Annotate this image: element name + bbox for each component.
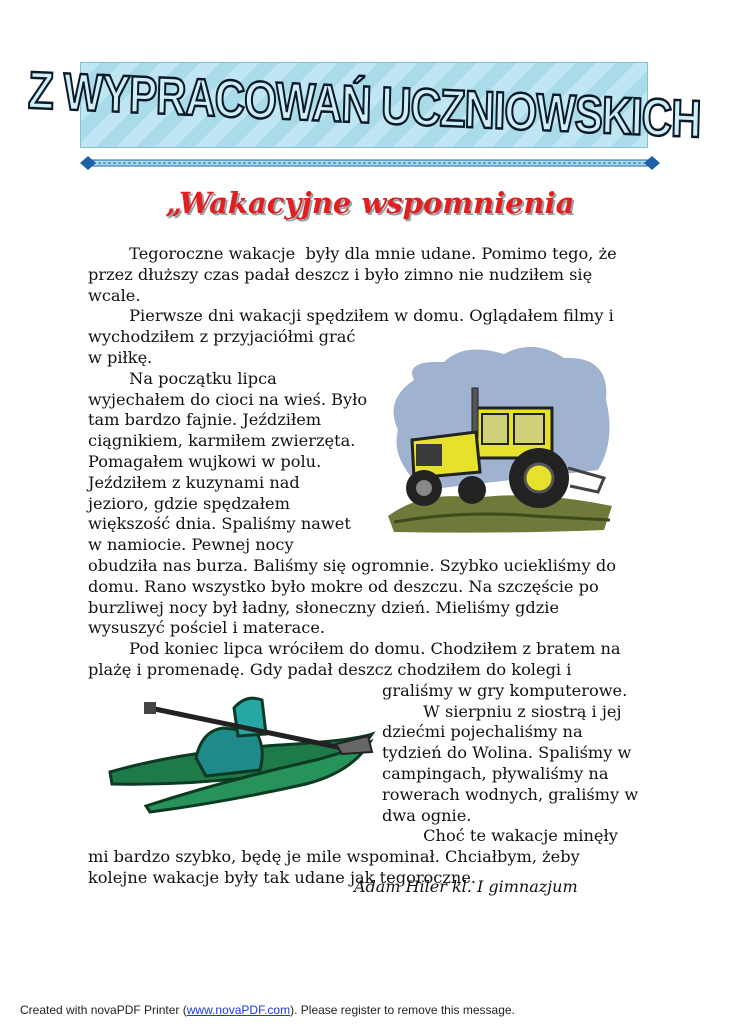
text-line: kolejne wakacje były tak udane jak tegoroczne. bbox=[88, 868, 477, 887]
text-line: domu. Rano wszystko było mokre od deszczu. Na szczęście po bbox=[88, 576, 599, 596]
text-line: Pierwsze dni wakacji spędziłem w domu. Oglądałem filmy i bbox=[88, 306, 614, 326]
text-line: wyjechałem do cioci na wieś. Było bbox=[88, 389, 368, 409]
decorative-divider bbox=[80, 154, 660, 172]
text-line: mi bardzo szybko, będę je mile wspominał. Chciałbym, żeby bbox=[88, 847, 580, 867]
text-line: Jeździłem z kuzynami nad bbox=[88, 472, 300, 492]
tractor-illustration bbox=[384, 340, 616, 534]
text-line: tam bardzo fajnie. Jeździłem bbox=[88, 410, 322, 430]
header-banner bbox=[27, 60, 701, 149]
text-line: Choć te wakacje minęły bbox=[382, 826, 618, 846]
author-signature: Adam Hiler kl. I gimnazjum bbox=[354, 877, 578, 896]
pontoon-boat-illustration bbox=[106, 688, 376, 812]
text-line: W sierpniu z siostrą i jej bbox=[382, 701, 622, 721]
text-line: wychodziłem z przyjaciółmi grać bbox=[88, 327, 356, 347]
text-line: graliśmy w gry komputerowe. bbox=[382, 680, 628, 700]
banner-title: Z WYPRACOWAŃ UCZNIOWSKICH bbox=[27, 60, 701, 149]
text-line: tydzień do Wolina. Spaliśmy w bbox=[382, 743, 632, 763]
text-line: Pomagałem wujkowi w polu. bbox=[88, 452, 322, 471]
text-line: przez dłuższy czas padał deszcz i było zimno nie nudziłem się bbox=[88, 264, 593, 284]
text-line: obudziła nas burza. Baliśmy się ogromnie. Szybko uciekliśmy do bbox=[88, 556, 616, 575]
text-line: wcale. bbox=[88, 285, 141, 305]
text-line: dwa ognie. bbox=[382, 805, 472, 825]
footer-notice bbox=[20, 1003, 515, 1017]
text-line: burzliwej nocy był ładny, słoneczny dzień. Mieliśmy gdzie bbox=[88, 597, 560, 617]
text-line: w namiocie. Pewnej nocy bbox=[88, 535, 294, 555]
text-line: jezioro, gdzie spędzałem bbox=[88, 493, 290, 513]
footer-suffix: ). Please register to remove this message. bbox=[290, 1003, 515, 1017]
text-line: Tegoroczne wakacje były dla mnie udane. Pomimo tego, że bbox=[88, 244, 617, 263]
footer-prefix: Created with novaPDF Printer ( bbox=[20, 1003, 187, 1017]
text-line: dziećmi pojechaliśmy na bbox=[382, 722, 583, 742]
footer-link[interactable]: www.novaPDF.com bbox=[186, 1003, 291, 1017]
text-line: ciągnikiem, karmiłem zwierzęta. bbox=[88, 431, 356, 451]
text-line: wysuszyć pościel i materace. bbox=[88, 618, 326, 638]
text-line: rowerach wodnych, graliśmy w bbox=[382, 784, 639, 804]
text-line: w piłkę. bbox=[88, 348, 153, 367]
text-line: większość dnia. Spaliśmy nawet bbox=[88, 514, 351, 534]
text-line: Pod koniec lipca wróciłem do domu. Chodziłem z bratem na bbox=[88, 639, 621, 659]
text-line: campingach, pływaliśmy na bbox=[382, 764, 609, 783]
article-heading: „Wakacyjne wspomnienia bbox=[165, 186, 575, 220]
text-line: Na początku lipca bbox=[88, 368, 277, 388]
text-line: plażę i promenadę. Gdy padał deszcz chodziłem do kolegi i bbox=[88, 660, 572, 679]
